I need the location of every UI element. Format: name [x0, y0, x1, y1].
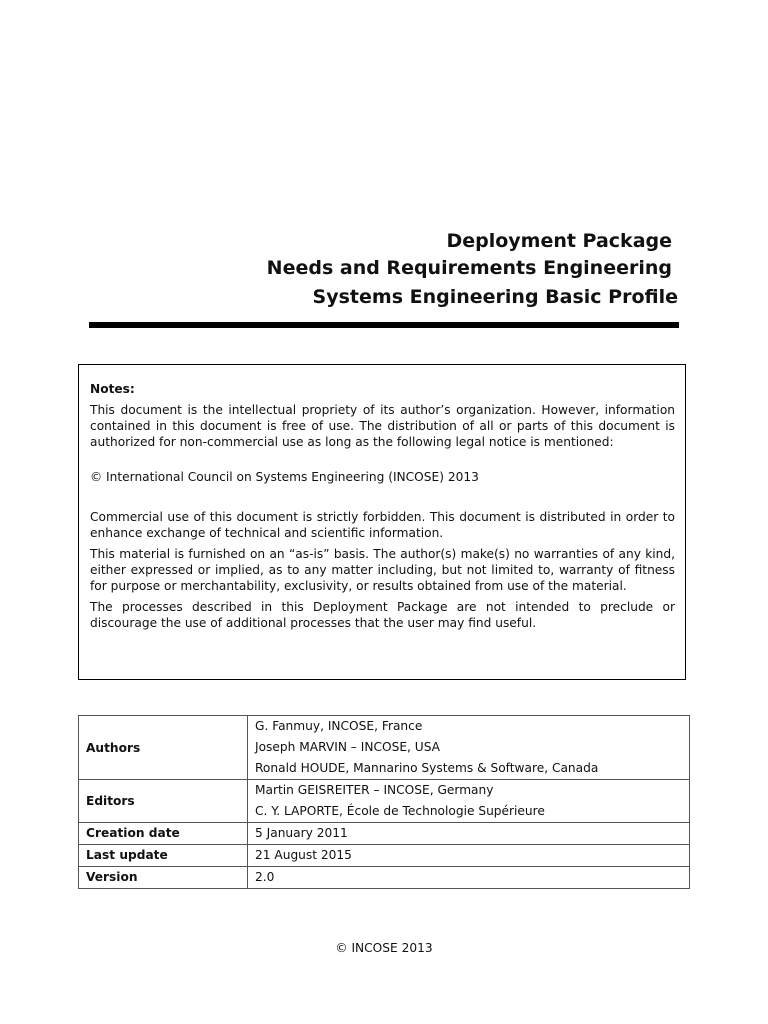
version-label: Version: [79, 867, 248, 889]
notes-paragraph-warranty: This material is furnished on an “as-is” basis. The author(s) make(s) no warranties of any kind, either expressed or implied, as to any matter including, but not limited to, warranty of fitness for purpose or merchantability, exclusivity, or results obtained from use of the material.: [90, 547, 675, 593]
editors-label: Editors: [79, 780, 248, 823]
author-entry: G. Fanmuy, INCOSE, France: [255, 719, 423, 733]
notes-copyright-notice: © International Council on Systems Engineering (INCOSE) 2013: [90, 470, 479, 484]
page-footer-copyright: © INCOSE 2013: [335, 941, 433, 955]
editors-row: [79, 780, 690, 823]
author-entry: Ronald HOUDE, Mannarino Systems & Software, Canada: [255, 761, 599, 775]
editor-entry: C. Y. LAPORTE, École de Technologie Supérieure: [255, 804, 545, 818]
notes-paragraph-ownership: This document is the intellectual propriety of its author’s organization. However, information contained in this document is free of use. The distribution of all or parts of this document is authorized for non-commercial use as long as the following legal notice is mentioned:: [90, 403, 675, 449]
creation-date-label: Creation date: [79, 823, 248, 845]
last-update-label: Last update: [79, 845, 248, 867]
notes-paragraph-processes: The processes described in this Deployment Package are not intended to preclude or discourage the use of additional processes that the user may find useful.: [90, 600, 675, 630]
editor-entry: Martin GEISREITER – INCOSE, Germany: [255, 783, 494, 797]
authors-row: [79, 716, 690, 780]
title-basic-profile: Systems Engineering Basic Profile: [312, 286, 678, 308]
last-update-value: 21 August 2015: [248, 845, 690, 867]
title-needs-requirements: Needs and Requirements Engineering: [266, 257, 672, 279]
title-rule: [89, 322, 679, 328]
notes-heading: Notes:: [90, 382, 135, 396]
document-title: [267, 228, 678, 311]
version-row: [79, 867, 690, 889]
version-value: 2.0: [248, 867, 690, 889]
creation-date-value: 5 January 2011: [248, 823, 690, 845]
legal-notes-box: [78, 364, 686, 680]
author-entry: Joseph MARVIN – INCOSE, USA: [255, 740, 440, 754]
authors-value: [248, 716, 690, 780]
authors-label: Authors: [79, 716, 248, 780]
document-info-table: [78, 715, 690, 889]
editors-value: [248, 780, 690, 823]
title-deployment-package: Deployment Package: [446, 230, 672, 252]
notes-paragraph-commercial-use: Commercial use of this document is strictly forbidden. This document is distributed in order to enhance exchange of technical and scientific information.: [90, 510, 675, 540]
last-update-row: [79, 845, 690, 867]
creation-date-row: [79, 823, 690, 845]
